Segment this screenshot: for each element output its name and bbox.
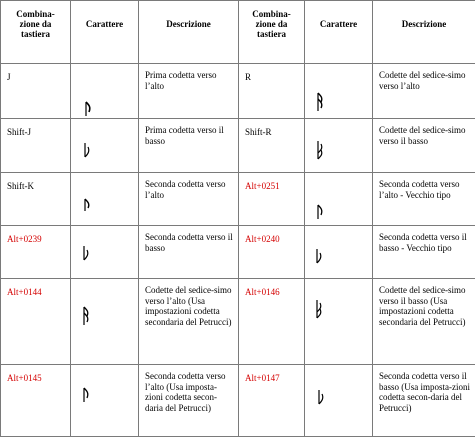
key-combination: Alt+0144 bbox=[1, 279, 71, 365]
character-cell bbox=[71, 173, 139, 226]
description: Seconda codetta verso il basso bbox=[139, 226, 239, 279]
description: Codette del sedice-simo verso l’alto bbox=[373, 64, 475, 119]
key-combination: Alt+0240 bbox=[239, 226, 305, 279]
header-character-right: Carattere bbox=[305, 1, 373, 64]
key-combination: Alt+0147 bbox=[239, 365, 305, 437]
key-combination: Shift-J bbox=[1, 119, 71, 173]
key-combination: Alt+0251 bbox=[239, 173, 305, 226]
flag-up-8th-icon bbox=[80, 94, 96, 119]
key-combination: J bbox=[1, 64, 71, 119]
header-row bbox=[1, 1, 475, 64]
flag-up-16th-icon bbox=[312, 89, 328, 115]
key-combination: Alt+0145 bbox=[1, 365, 71, 437]
flag-up-secondary-icon bbox=[79, 193, 95, 219]
flag-down-16th-secondary-icon bbox=[311, 298, 327, 324]
description: Codette del sedice-simo verso il basso bbox=[373, 119, 475, 173]
header-description-left: Descrizione bbox=[139, 1, 239, 64]
flag-down-8th-icon bbox=[79, 139, 95, 165]
character-cell bbox=[71, 365, 139, 437]
character-cell bbox=[71, 119, 139, 173]
flag-down-old-icon bbox=[311, 245, 327, 271]
character-cell bbox=[305, 365, 373, 437]
table-row bbox=[1, 279, 475, 365]
character-cell bbox=[305, 173, 373, 226]
header-description-right: Descrizione bbox=[373, 1, 475, 64]
table-row bbox=[1, 226, 475, 279]
flag-down-16th-icon bbox=[312, 139, 328, 165]
header-combo-text: Combina- zione da tastiera bbox=[16, 9, 55, 39]
flag-up-old-icon bbox=[312, 201, 328, 226]
key-combination: Alt+0146 bbox=[239, 279, 305, 365]
character-cell bbox=[305, 226, 373, 279]
description: Seconda codetta verso il basso (Usa imposta-zioni codetta secon-daria del Petrucci) bbox=[373, 365, 475, 437]
header-character-left: Carattere bbox=[71, 1, 139, 64]
character-cell bbox=[305, 64, 373, 119]
table-row bbox=[1, 64, 475, 119]
character-cell bbox=[305, 119, 373, 173]
character-cell bbox=[71, 226, 139, 279]
character-cell bbox=[71, 279, 139, 365]
character-cell bbox=[305, 279, 373, 365]
table-row bbox=[1, 173, 475, 226]
flag-up-alt-icon bbox=[78, 384, 94, 410]
description: Seconda codetta verso il basso - Vecchio tipo bbox=[373, 226, 475, 279]
key-combination: Shift-R bbox=[239, 119, 305, 173]
description: Seconda codetta verso l’alto (Usa imposta-zioni codetta secon-daria del Petrucci) bbox=[139, 365, 239, 437]
description: Codette del sedice-simo verso il basso (Usa impostazioni codetta secondaria del Petrucci) bbox=[373, 279, 475, 365]
table-row bbox=[1, 119, 475, 173]
header-combo-text: Combina- zione da tastiera bbox=[252, 9, 291, 39]
flag-up-16th-secondary-icon bbox=[78, 305, 94, 331]
key-combination: Alt+0239 bbox=[1, 226, 71, 279]
description: Prima codetta verso il basso bbox=[139, 119, 239, 173]
header-combo-right bbox=[239, 1, 305, 64]
flag-down-alt-icon bbox=[313, 386, 329, 412]
description: Codette del sedice-simo verso l’alto (Usa impostazioni codetta secondaria del Petrucci) bbox=[139, 279, 239, 365]
description: Seconda codetta verso l’alto bbox=[139, 173, 239, 226]
description: Prima codetta verso l’alto bbox=[139, 64, 239, 119]
key-combination: Shift-K bbox=[1, 173, 71, 226]
description: Seconda codetta verso l’alto - Vecchio tipo bbox=[373, 173, 475, 226]
table-row bbox=[1, 365, 475, 437]
header-combo-left bbox=[1, 1, 71, 64]
flag-down-secondary-icon bbox=[78, 242, 94, 268]
character-cell bbox=[71, 64, 139, 119]
key-combination: R bbox=[239, 64, 305, 119]
